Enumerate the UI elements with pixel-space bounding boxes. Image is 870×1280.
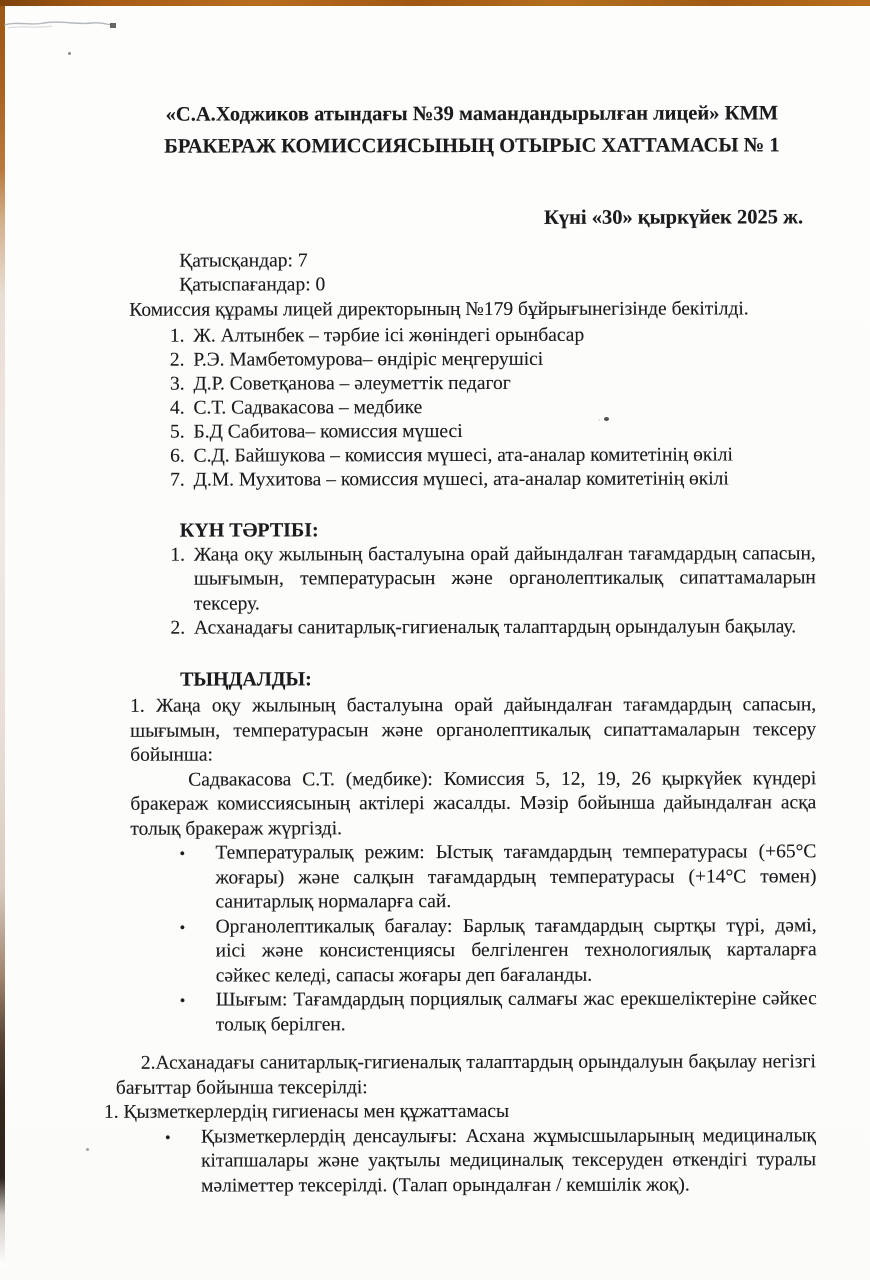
sanitary-section — [103, 1050, 817, 1198]
title-line-2: БРАКЕРАЖ КОМИССИЯСЫНЫҢ ОТЫРЫС ХАТТАМАСЫ № 1 — [164, 134, 780, 158]
member-item: 3. Д.Р. Советқанова – әлеуметтік педагог — [189, 371, 815, 396]
commission-intro: Комиссия құрамы лицей директорының №179 бұйрығынегізінде бекітілді. — [129, 297, 749, 321]
member-item: 4. С.Т. Садвакасова – медбике — [189, 395, 815, 420]
hygiene-bullet-list — [116, 1124, 816, 1199]
agenda-item: 1. Жаңа оқу жылының басталуына орай дайындалған тағамдардың сапасын, шығымын, температурасын және органолептикалық сипаттамаларын тексеру. — [190, 542, 816, 617]
agenda-item: 2. Асханадағы санитарлық-гигиеналық талаптардың орындалуын бақылау. — [190, 615, 816, 641]
heard-bullet: • Температуралық режим: Ыстық тағамдардың температурасы (+65°С жоғары) және салқын тағамдардың температурасы (+14°С төмен) санитарлық нормаларға сай. — [215, 840, 816, 915]
heard-heading: ТЫҢДАЛДЫ: — [180, 667, 312, 691]
absent-count: Қатыспағандар: 0 — [179, 274, 326, 296]
heard-bullet: • Шығым: Тағамдардың порциялық салмағы жас ерекшеліктеріне сәйкес толық берілген. — [216, 987, 817, 1037]
attended-count: Қатысқандар: 7 — [179, 249, 308, 272]
heard-item-2: 2.Асханадағы санитарлық-гигиеналық талаптардың орындалуын бақылау негізгі бағыттар бойынша тексерілді: — [115, 1051, 816, 1099]
title-line-1: «С.А.Ходжиков атындағы №39 мамандандырылған лицей» КММ — [165, 102, 779, 126]
heard-bullet: • Органолептикалық бағалау: Барлық тағамдардың сыртқы түрі, дәмі, иісі және консистенциясы белгіленген технологиялық карталарға сәйкес келеді, сапасы жоғары деп бағаланды. — [216, 914, 817, 989]
hygiene-heading: 1. Қызметкерлердің гигиенасы мен құжаттамасы — [103, 1100, 510, 1123]
desk-edge-left — [0, 6, 5, 1266]
date-line: Күні «30» қыркүйек 2025 ж. — [543, 206, 804, 229]
agenda-heading: КҮН ТӘРТІБІ: — [179, 519, 319, 542]
scan-speck — [86, 1148, 89, 1151]
document-body — [103, 97, 817, 1198]
heard-item-1: 1. Жаңа оқу жылының басталуына орай дайындалған тағамдардың сапасын, шығымын, температурасын және органолептикалық сипаттамаларын тексеру бойынша: — [130, 694, 817, 766]
member-item: 6. С.Д. Байшукова – комиссия мүшесі, ата-аналар комитетінің өкілі — [190, 443, 816, 468]
speaker-paragraph: Садвакасова С.Т. (медбике): Комиссия 5, 12, 19, 26 қыркүйек күндері бракераж комиссиясының актілері жасалды. Мәзір бойынша дайындалған асқа толық бракераж жүргізді. — [130, 767, 817, 840]
heard-bullet-list — [130, 840, 816, 1037]
member-item: 2. Р.Э. Мамбетомурова– өндіріс меңгерушісі — [189, 347, 815, 372]
member-item: 1. Ж. Алтынбек – тәрбие ісі жөніндегі орынбасар — [189, 323, 815, 348]
agenda-list — [130, 542, 816, 641]
document-title — [129, 97, 815, 162]
member-item: 7. Д.М. Мухитова – комиссия мүшесі, ата-аналар комитетінің өкілі — [190, 467, 816, 492]
attendance-block — [179, 248, 815, 298]
member-item: 5. Б.Д Сабитова– комиссия мүшесі — [190, 419, 816, 444]
scan-speck — [68, 52, 71, 55]
member-list — [129, 323, 815, 492]
desk-edge-top — [0, 0, 870, 6]
hygiene-bullet: • Қызметкерлердің денсаулығы: Асхана жұмысшыларының медициналық кітапшалары және уақтылы медициналық тексеруден өткендігі туралы мәліметтер тексерілді. (Талап орындалған / кемшілік жоқ). — [201, 1124, 816, 1199]
handwritten-mark — [2, 16, 122, 36]
